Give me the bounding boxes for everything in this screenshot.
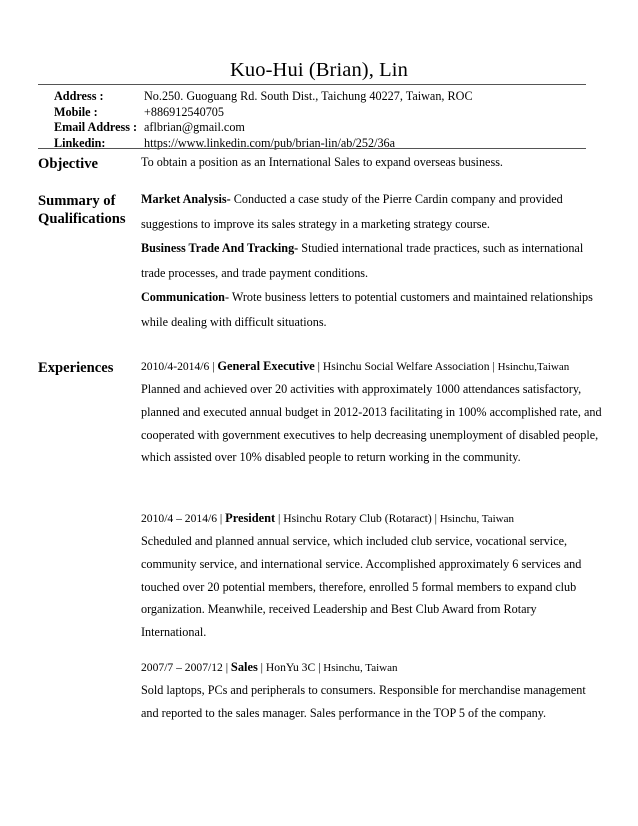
job-header [141, 656, 596, 679]
qualification-item [141, 187, 596, 236]
job-organization: | Hsinchu Social Welfare Association | [314, 360, 498, 373]
job-organization: | Hsinchu Rotary Club (Rotaract) | [275, 512, 440, 525]
candidate-name: Kuo-Hui (Brian), Lin [230, 59, 408, 81]
section-title-line: Qualifications [38, 211, 126, 227]
job-header [141, 355, 603, 378]
qualification-lead: Market Analysis- [141, 192, 231, 206]
section-title-objective: Objective [38, 156, 98, 172]
job-description: Scheduled and planned annual service, which included club service, vocational service, community service, and international service. Accomplished approximately 6 services and touched over 20 potential members, therefore, enrolled 5 formal members to expand club organization. Meanwhile, received Leadership and Best Club Award from Rotary International. [141, 534, 582, 640]
job-entry [141, 656, 596, 725]
contact-row-email [54, 120, 473, 136]
contact-value: aflbrian@gmail.com [144, 120, 245, 134]
qualification-text: - Wrote business letters to potential customers and maintained relationships while dealing with difficult situations. [141, 290, 593, 329]
qualification-item [141, 285, 596, 334]
contact-label: Mobile : [54, 104, 98, 119]
qualification-item [141, 236, 596, 285]
job-entry [141, 507, 596, 644]
job-header [141, 507, 596, 530]
contact-row-mobile [54, 105, 473, 121]
header-divider-top [38, 84, 586, 85]
job-location: Hsinchu, Taiwan [439, 513, 515, 525]
job-dates: 2010/4 – 2014/6 | [141, 512, 226, 525]
header-divider-bottom [38, 148, 586, 149]
job-role: President [225, 511, 276, 525]
contact-label: Linkedin: [54, 135, 106, 150]
section-title-line: Summary of [38, 193, 116, 209]
qualification-text: Studied international trade practices, such as international trade processes, and trade payment conditions. [141, 241, 584, 280]
contact-row-address [54, 89, 473, 105]
job-location: Hsinchu,Taiwan [497, 361, 570, 373]
job-entry [141, 355, 603, 469]
contact-value: https://www.linkedin.com/pub/brian-lin/ab/252/36a [144, 135, 396, 150]
job-role: Sales [230, 660, 258, 674]
job-description: Planned and achieved over 20 activities with approximately 1000 attendances satisfactory, planned and executed annual budget in 2012-2013 facilitating in 100% accomplished rate, and cooperated with government executives to help decreasing unemployment of disabled people, which assisted over 10% disabled people to return working in the community. [141, 382, 602, 465]
job-location: Hsinchu, Taiwan [323, 662, 398, 674]
contact-value: No.250. Guoguang Rd. South Dist., Taichung 40227, Taiwan, ROC [144, 89, 473, 103]
section-title-summary [38, 192, 126, 228]
contact-block [54, 89, 473, 151]
contact-label: Address : [54, 89, 104, 103]
qualification-lead: Communication [141, 290, 225, 304]
job-organization: | HonYu 3C | [257, 661, 324, 674]
contact-label: Email Address : [54, 120, 138, 134]
job-dates: 2007/7 – 2007/12 | [141, 661, 231, 674]
qualification-text: Conducted a case study of the Pierre Cardin company and provided suggestions to improve its sales strategy in a marketing strategy course. [141, 192, 563, 231]
job-role: General Executive [217, 359, 315, 373]
job-description: Sold laptops, PCs and peripherals to consumers. Responsible for merchandise management and reported to the sales manager. Sales performance in the TOP 5 of the company. [141, 683, 586, 720]
qualification-lead: Business Trade And Tracking- [141, 241, 299, 255]
job-dates: 2010/4-2014/6 | [141, 360, 218, 373]
contact-value: +886912540705 [144, 104, 224, 119]
objective-text: To obtain a position as an International Sales to expand overseas business. [141, 155, 503, 169]
section-title-experiences: Experiences [38, 360, 114, 376]
